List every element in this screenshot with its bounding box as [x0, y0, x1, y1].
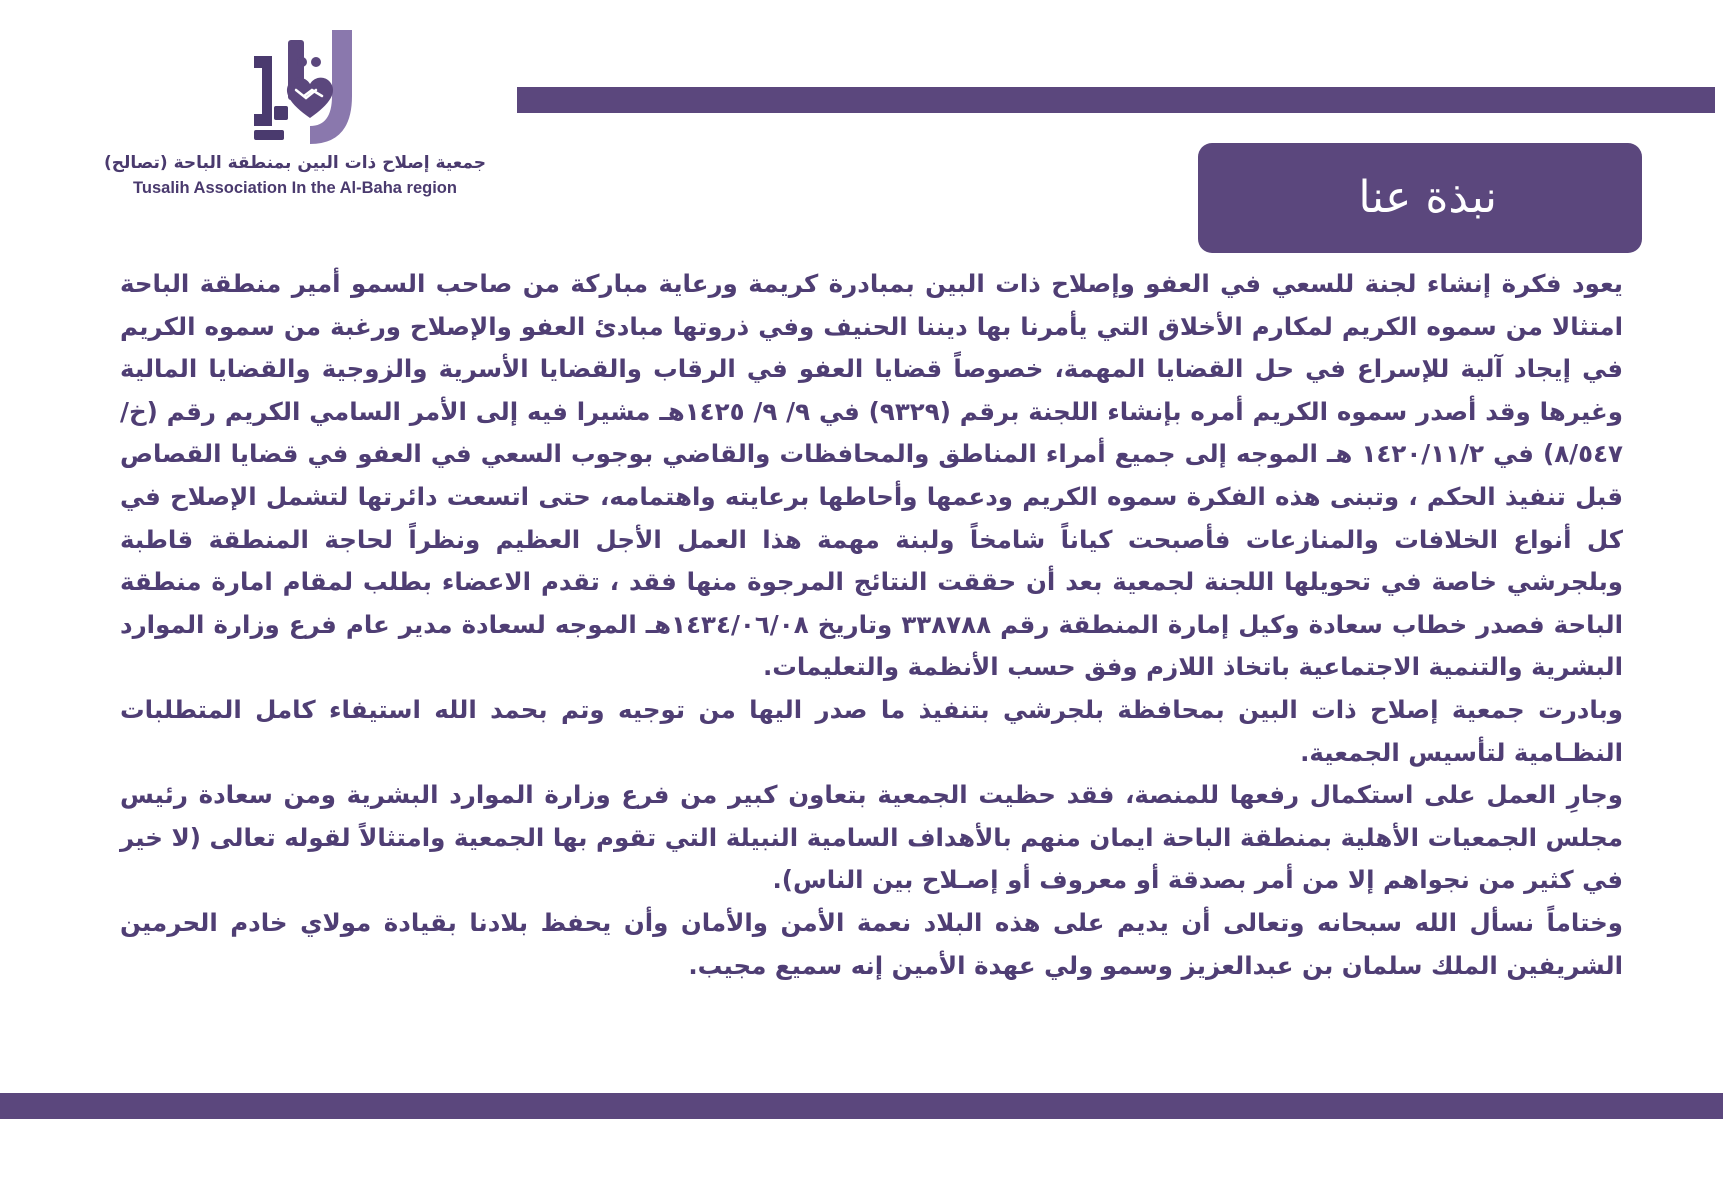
- section-title: نبذة عنا: [1358, 172, 1497, 223]
- about-body-text: [120, 263, 1623, 987]
- section-title-box: [1198, 143, 1642, 253]
- header-divider-bar: [517, 87, 1715, 113]
- association-logo: [100, 18, 490, 208]
- paragraph: وبادرت جمعية إصلاح ذات البين بمحافظة بلجرشي بتنفيذ ما صدر اليها من توجيه وتم بحمد الله استيفاء كامل المتطلبات النظـامية لتأسيس الجمعية.: [120, 694, 1623, 767]
- handshake-heart-logo-icon: [250, 26, 370, 151]
- paragraph: وختاماً نسأل الله سبحانه وتعالى أن يديم على هذه البلاد نعمة الأمن والأمان وأن يحفظ بلادنا بقيادة مولاي خادم الحرمين الشريفين الملك سلمان بن عبدالعزيز وسمو ولي عهدة الأمين إنه سميع مجيب.: [120, 907, 1623, 980]
- logo-name-english: Tusalih Association In the Al-Baha region: [133, 179, 457, 197]
- paragraph: يعود فكرة إنشاء لجنة للسعي في العفو وإصلاح ذات البين بمبادرة كريمة ورعاية مباركة من صاحب السمو أمير منطقة الباحة امتثالا من سموه الكريم لمكارم الأخلاق التي يأمرنا بها ديننا الحنيف وفي ذروتها مبادئ العفو والإصلاح ورغبة من سموه الكريم في إيجاد آلية للإسراع في حل القضايا المهمة، خصوصاً قضايا العفو في الرقاب والقضايا الأسرية والزوجية والقضايا المالية وغيرها وقد أصدر سموه الكريم أمره بإنشاء اللجنة برقم (٩٣٢٩) في ٩/ ٩/ ١٤٢٥هـ مشيرا فيه إلى الأمر السامي الكريم رقم (خ/٨/٥٤٧) في ١٤٢٠/١١/٢ هـ الموجه إلى جميع أمراء المناطق والمحافظات والقاضي بوجوب السعي في العفو في قضايا القصاص قبل تنفيذ الحكم ، وتبنى هذه الفكرة سموه الكريم ودعمها وأحاطها برعايته واهتمامه، حتى اتسعت دائرتها لتشمل الإصلاح في كل أنواع الخلافات والمنازعات فأصبحت كياناً شامخاً ولبنة مهمة هذا العمل الأجل العظيم ونظراً لحاجة المنطقة قاطبة وبلجرشي خاصة في تحويلها اللجنة لجمعية بعد أن حققت النتائج المرجوة منها فقد ، تقدم الاعضاء بطلب لمقام امارة منطقة الباحة فصدر خطاب سعادة وكيل إمارة المنطقة رقم ٣٣٨٧٨٨ وتاريخ ١٤٣٤/٠٦/٠٨هـ الموجه لسعادة مدير عام فرع وزارة الموارد البشرية والتنمية الاجتماعية باتخاذ اللازم وفق حسب الأنظمة والتعليمات.: [120, 269, 1623, 682]
- paragraph: وجارِ العمل على استكمال رفعها للمنصة، فقد حظيت الجمعية بتعاون كبير من فرع وزارة الموارد البشرية ومن سعادة رئيس مجلس الجمعيات الأهلية بمنطقة الباحة ايمان منهم بالأهداف السامية النبيلة التي تقوم بها الجمعية وامتثالاً لقوله تعالى (لا خير في كثير من نجواهم إلا من أمر بصدقة أو معروف أو إصـلاح بين الناس).: [120, 780, 1623, 895]
- footer-divider-bar: [0, 1093, 1723, 1119]
- logo-name-arabic: جمعية إصلاح ذات البين بمنطقة الباحة (تصالح): [103, 153, 487, 173]
